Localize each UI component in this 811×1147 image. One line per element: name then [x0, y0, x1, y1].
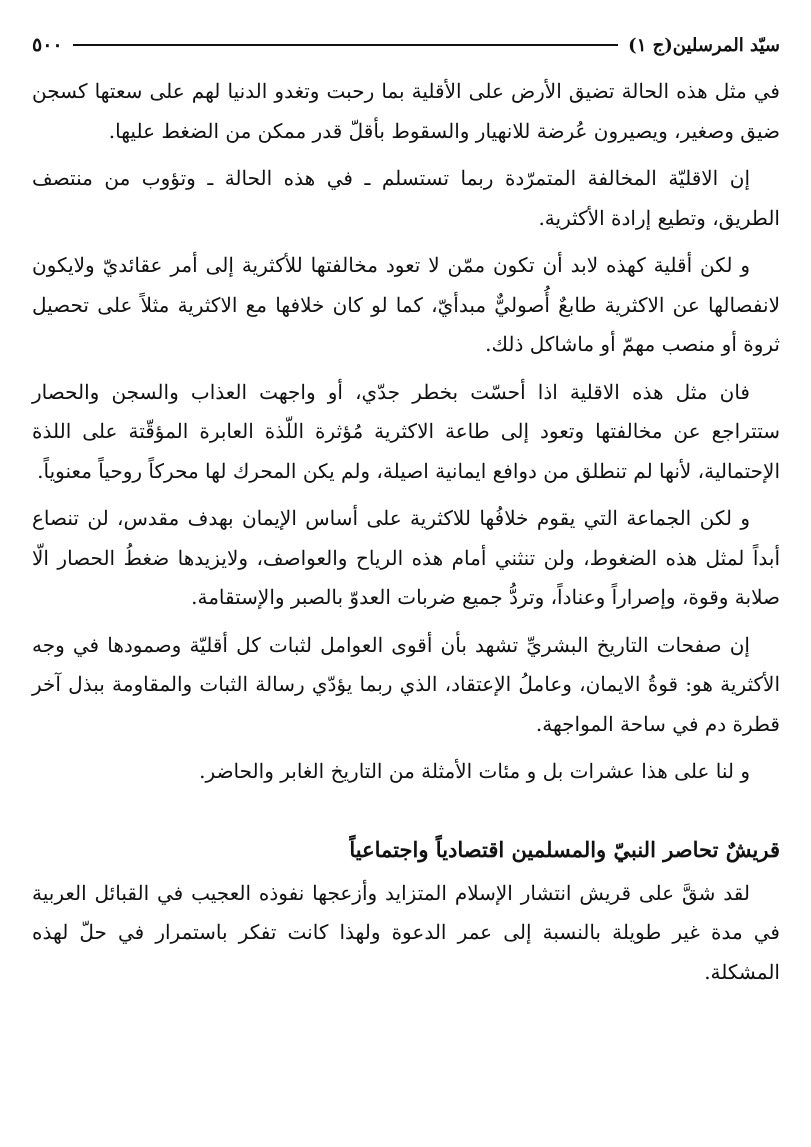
- page-number: ٥٠٠: [32, 34, 63, 56]
- header-rule: [73, 44, 619, 46]
- book-title: سيّد المرسلين(ج ١): [628, 34, 780, 56]
- section-heading: قريشٌ تحاصر النبيّ والمسلمين اقتصادياً واجتماعياً: [349, 836, 780, 862]
- paragraph-1: في مثل هذه الحالة تضيق الأرض على الأقلية بما رحبت وتغدو الدنيا لهم على سعتها كسجن ضيق وصغير، ويصيرون عُرضة للانهيار والسقوط بأقلّ قدر ممكن من الضغط عليها.: [32, 79, 780, 143]
- paragraph-6: إن صفحات التاريخ البشريِّ تشهد بأن أقوى العوامل لثبات كل أقليّة وصمودها في وجه الأكثرية هو: قوةُ الايمان، وعاملُ الإعتقاد، الذي ربما يؤدّي رسالة الثبات والمقاومة ببذل آخر قطرة دم في ساحة المواجهة.: [32, 632, 780, 736]
- paragraph-4: فان مثل هذه الاقلية اذا أحسّت بخطر جدّي، أو واجهت العذاب والسجن والحصار ستتراجع عن مخالفتها وتعود إلى طاعة الاكثرية مُؤثرة اللّذة العابرة المؤقّتة على اللذة الإحتمالية، لأنها لم تنطلق من دوافع ايمانية اصيلة، ولم يكن المحرك لها محركاً روحياً معنوياً.: [32, 379, 780, 483]
- paragraph-5: و لكن الجماعة التي يقوم خلافُها للاكثرية على أساس الإيمان بهدف مقدس، لن تنصاع أبداً لمثل هذه الضغوط، ولن تنثني أمام هذه الرياح والعواصف، ولايزيدها ضغطُ الحصار الّا صلابة وقوة، وإصراراً وعناداً، وتردُّ جميع ضربات العدوّ بالصبر والإستقامة.: [32, 506, 780, 609]
- book-page: [32, 30, 780, 1130]
- paragraph-7: و لنا على هذا عشرات بل و مئات الأمثلة من التاريخ الغابر والحاضر.: [199, 759, 750, 783]
- paragraph-2: إن الاقليّة المخالفة المتمرّدة ربما تستسلم ـ في هذه الحالة ـ وتؤوب من منتصف الطريق، وتطيع إرادة الأكثرية.: [32, 166, 780, 230]
- paragraph-3: و لكن أقلية كهذه لابد أن تكون ممّن لا تعود مخالفتها للأكثرية إلى أمر عقائديّ ولايكون لانفصالها عن الاكثرية طابعٌ أُصوليٌّ مبدأيّ، كما لو كان خلافها مع الاكثرية مثلاً على تحصيل ثروة أو منصب مهمّ أو ماشاكل ذلك.: [32, 253, 780, 356]
- page-header: [32, 30, 780, 60]
- section-paragraph: لقد شقَّ على قريش انتشار الإسلام المتزايد وأزعجها نفوذه العجيب في القبائل العربية في مدة غير طويلة بالنسبة إلى عمر الدعوة ولهذا كانت تفكر باستمرار في حلّ لهذه المشكلة.: [32, 880, 780, 984]
